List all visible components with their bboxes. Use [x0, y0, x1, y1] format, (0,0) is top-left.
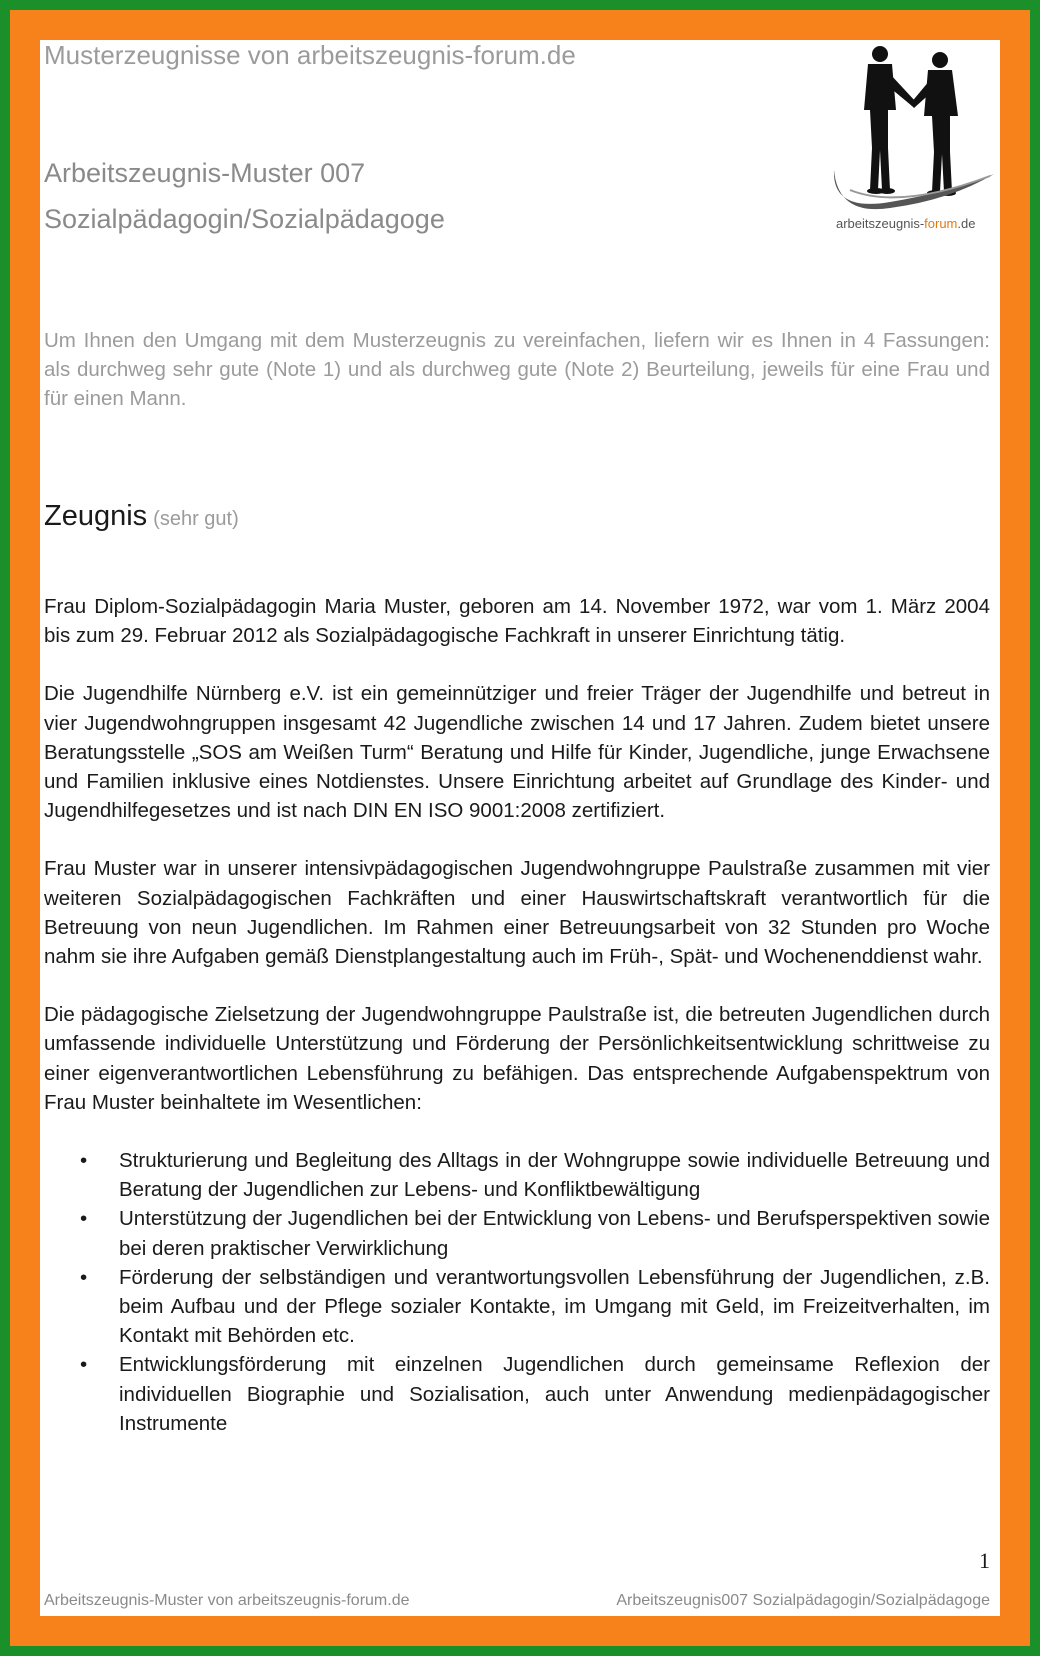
document-subtitle: Sozialpädagogin/Sozialpädagoge	[44, 204, 445, 234]
page-number: 1	[979, 1548, 990, 1573]
list-item: • Unterstützung der Jugendlichen bei der Entwicklung von Lebens- und Berufsperspektiven sowie bei deren praktischer Verwirklichung	[44, 1204, 990, 1262]
section-heading	[44, 500, 239, 533]
bullet-icon: •	[80, 1207, 88, 1231]
site-header-line: Musterzeugnisse von arbeitszeugnis-forum.de	[44, 40, 576, 70]
bullet-icon: •	[80, 1265, 88, 1289]
paragraph-role: Frau Muster war in unserer intensivpädagogischen Jugendwohngruppe Paulstraße zusammen mit vier weiteren Sozialpädagogischen Fachkräften und einer Hauswirtschaftskraft verantwortlich für die Betreuung von neun Jugendlichen. Im Rahmen einer Betreuungsarbeit von 32 Stunden pro Woche nahm sie ihre Aufgaben gemäß Dienstplangestaltung auch im Früh-, Spät- und Wochenenddienst wahr.	[44, 857, 990, 969]
section-heading-grade: (sehr gut)	[153, 508, 239, 530]
list-item: • Entwicklungsförderung mit einzelnen Jugendlichen durch gemeinsame Reflexion der individuellen Biographie und Sozialisation, auch unter Anwendung medienpädagogischer Instrumente	[44, 1350, 990, 1438]
document-page	[40, 40, 1000, 1616]
section-heading-title: Zeugnis	[44, 500, 148, 532]
logo-wordmark: arbeitszeugnis-forum.de	[836, 216, 976, 231]
footer-right: Arbeitszeugnis007 Sozialpädagogin/Sozialpädagoge	[616, 1592, 990, 1609]
intro-paragraph: Um Ihnen den Umgang mit dem Musterzeugnis zu vereinfachen, liefern wir es Ihnen in 4 Fassungen: als durchweg sehr gute (Note 1) und als durchweg gute (Note 2) Beurteilung, jeweils für eine Frau und für einen Mann.	[44, 329, 990, 410]
task-list	[44, 1146, 990, 1438]
paragraph-organisation: Die Jugendhilfe Nürnberg e.V. ist ein gemeinnütziger und freier Träger der Jugendhilfe und betreut in vier Jugendwohngruppen insgesamt 42 Jugendliche zwischen 14 und 17 Jahren. Zudem bietet unsere Beratungsstelle „SOS am Weißen Turm“ Beratung und Hilfe für Kinder, Jugendliche, junge Erwachsene und Familien inklusive eines Notdienstes. Unsere Einrichtung arbeitet auf Grundlage des Kinder- und Jugendhilfegesetzes und ist nach DIN EN ISO 9001:2008 zertifiziert.	[44, 682, 990, 823]
bullet-icon: •	[80, 1353, 88, 1377]
handshake-figures-icon	[830, 40, 1000, 240]
paragraph-employment: Frau Diplom-Sozialpädagogin Maria Muster, geboren am 14. November 1972, war vom 1. März 2004 bis zum 29. Februar 2012 als Sozialpädagogische Fachkraft in unserer Einrichtung tätig.	[44, 595, 990, 648]
footer-left: Arbeitszeugnis-Muster von arbeitszeugnis-forum.de	[44, 1592, 410, 1609]
certificate-body	[44, 592, 990, 1438]
bullet-icon: •	[80, 1149, 88, 1173]
paragraph-tasks-intro: Die pädagogische Zielsetzung der Jugendwohngruppe Paulstraße ist, die betreuten Jugendlichen durch umfassende individuelle Unterstützung und Förderung der Persönlichkeitsentwicklung schrittweise zu einer eigenverantwortlichen Lebensführung zu befähigen. Das entsprechende Aufgabenspektrum von Frau Muster beinhaltete im Wesentlichen:	[44, 1003, 990, 1114]
list-item: • Strukturierung und Begleitung des Alltags in der Wohngruppe sowie individuelle Betreuung und Beratung der Jugendlichen zur Lebens- und Konfliktbewältigung	[44, 1146, 990, 1204]
list-item: • Förderung der selbständigen und verantwortungsvollen Lebensführung der Jugendlichen, z.B. beim Aufbau und der Pflege sozialer Kontakte, im Umgang mit Geld, im Freizeitverhalten, im Kontakt mit Behörden etc.	[44, 1263, 990, 1351]
document-title: Arbeitszeugnis-Muster 007	[44, 158, 366, 188]
